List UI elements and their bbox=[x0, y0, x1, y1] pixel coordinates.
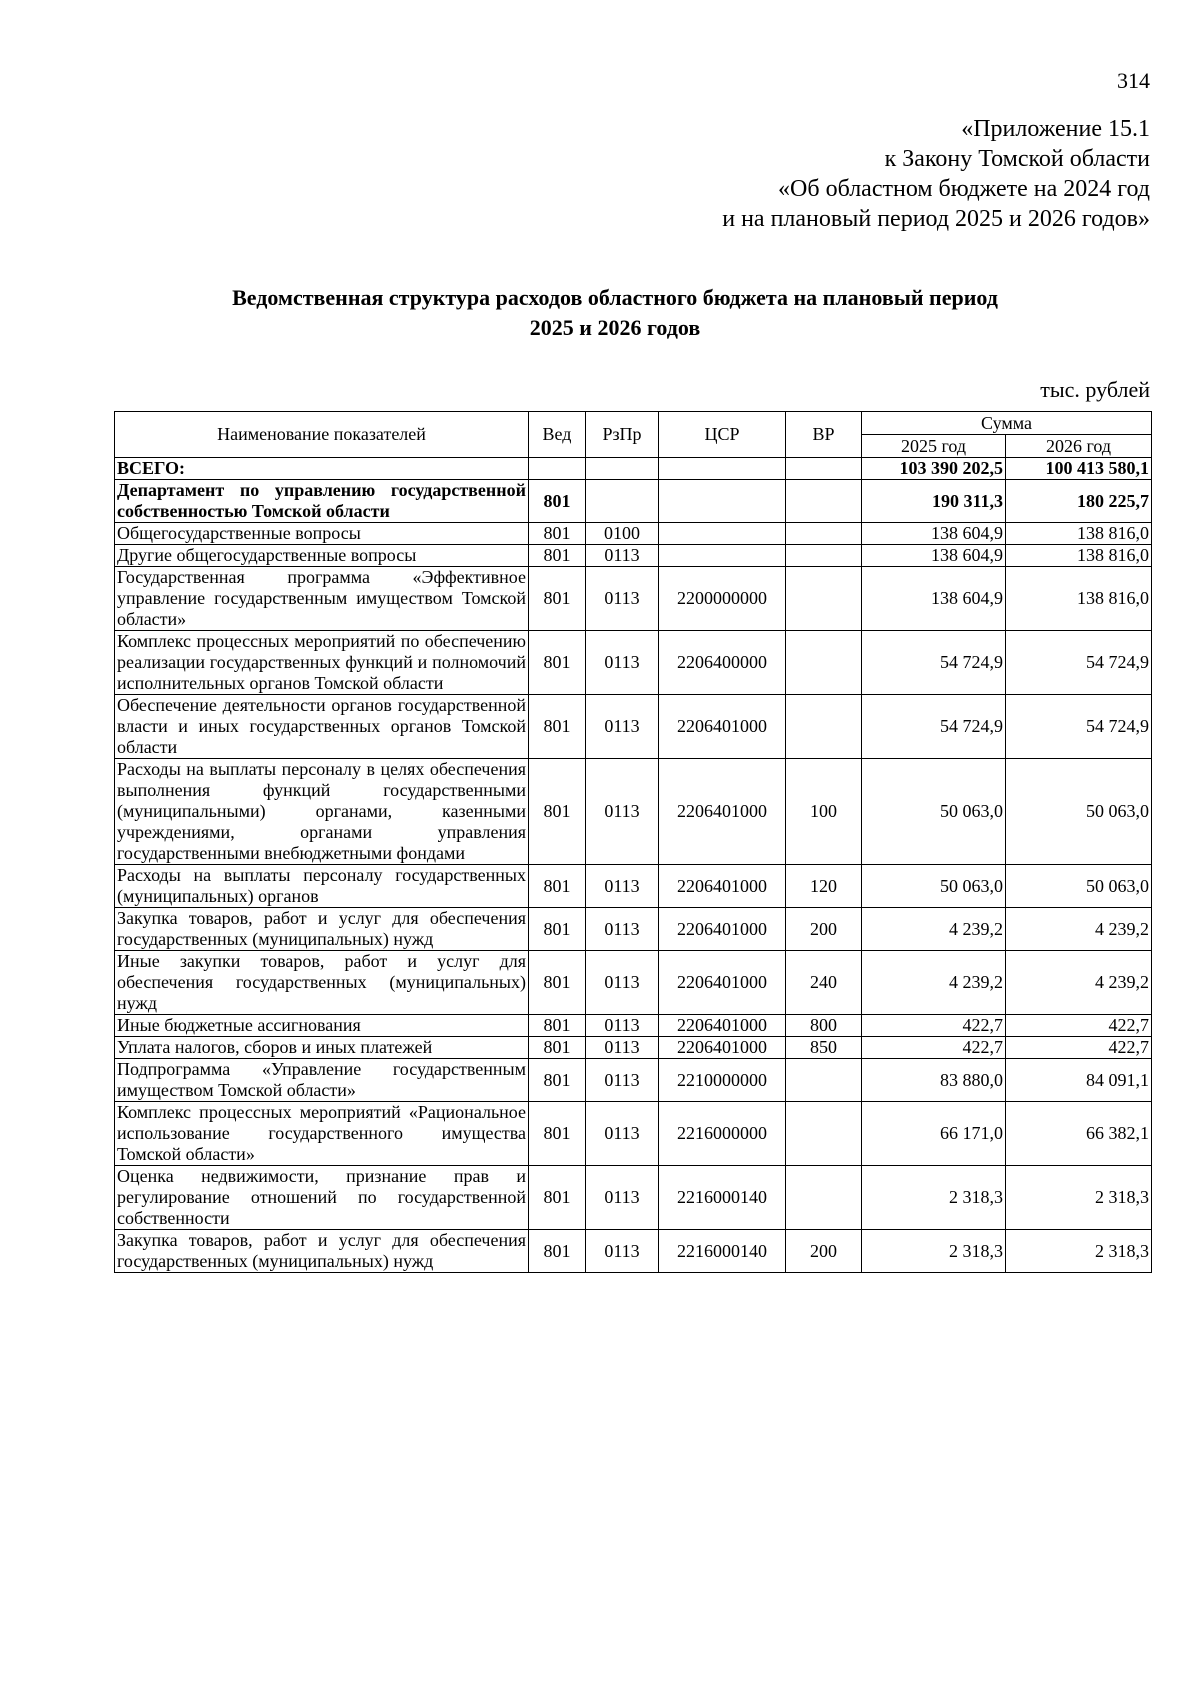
page-number: 314 bbox=[1117, 68, 1150, 93]
row-rzpr: 0113 bbox=[586, 631, 659, 695]
row-csr: 2216000140 bbox=[659, 1230, 786, 1273]
row-2025: 50 063,0 bbox=[862, 759, 1006, 865]
table-row bbox=[115, 1015, 1152, 1037]
table-row bbox=[115, 1230, 1152, 1273]
table-row bbox=[115, 1166, 1152, 1230]
header-ved: Вед bbox=[529, 412, 586, 458]
row-name: Закупка товаров, работ и услуг для обеспечения государственных (муниципальных) нужд bbox=[115, 908, 529, 951]
row-name: Оценка недвижимости, признание прав и регулирование отношений по государственной собственности bbox=[115, 1166, 529, 1230]
row-2026: 422,7 bbox=[1006, 1037, 1152, 1059]
header-sum: Сумма bbox=[862, 412, 1152, 435]
table-row bbox=[115, 1102, 1152, 1166]
row-ved: 801 bbox=[529, 631, 586, 695]
row-csr bbox=[659, 545, 786, 567]
row-ved: 801 bbox=[529, 1230, 586, 1273]
header-csr: ЦСР bbox=[659, 412, 786, 458]
row-rzpr: 0113 bbox=[586, 1059, 659, 1102]
row-vr bbox=[786, 695, 862, 759]
row-rzpr: 0113 bbox=[586, 545, 659, 567]
row-name: Обеспечение деятельности органов государственной власти и иных государственных органов Томской области bbox=[115, 695, 529, 759]
row-vr bbox=[786, 458, 862, 480]
row-name: ВСЕГО: bbox=[115, 458, 529, 480]
row-rzpr bbox=[586, 458, 659, 480]
row-name: Общегосударственные вопросы bbox=[115, 523, 529, 545]
row-2025: 138 604,9 bbox=[862, 545, 1006, 567]
row-2025: 422,7 bbox=[862, 1037, 1006, 1059]
table-row bbox=[115, 695, 1152, 759]
row-ved: 801 bbox=[529, 695, 586, 759]
row-csr: 2210000000 bbox=[659, 1059, 786, 1102]
title-line: 2025 и 2026 годов bbox=[529, 315, 701, 340]
row-csr: 2216000140 bbox=[659, 1166, 786, 1230]
unit-note: тыс. рублей bbox=[1040, 377, 1150, 402]
row-ved: 801 bbox=[529, 908, 586, 951]
row-ved: 801 bbox=[529, 951, 586, 1015]
header-2025: 2025 год bbox=[862, 435, 1006, 458]
row-2025: 50 063,0 bbox=[862, 865, 1006, 908]
row-rzpr: 0113 bbox=[586, 908, 659, 951]
row-vr bbox=[786, 545, 862, 567]
row-ved: 801 bbox=[529, 480, 586, 523]
row-ved: 801 bbox=[529, 523, 586, 545]
row-name: Иные закупки товаров, работ и услуг для обеспечения государственных (муниципальных) нужд bbox=[115, 951, 529, 1015]
table-row bbox=[115, 631, 1152, 695]
appendix-header bbox=[560, 114, 1150, 234]
header-vr: ВР bbox=[786, 412, 862, 458]
table-row bbox=[115, 759, 1152, 865]
row-rzpr: 0113 bbox=[586, 759, 659, 865]
row-2025: 54 724,9 bbox=[862, 631, 1006, 695]
row-2026: 54 724,9 bbox=[1006, 695, 1152, 759]
row-2026: 84 091,1 bbox=[1006, 1059, 1152, 1102]
row-csr bbox=[659, 480, 786, 523]
row-vr: 100 bbox=[786, 759, 862, 865]
row-name: Расходы на выплаты персоналу в целях обеспечения выполнения функций государственными (муниципальными) органами, казенными учреждениями, органами управления государственными внебюджетными фондами bbox=[115, 759, 529, 865]
row-2025: 138 604,9 bbox=[862, 567, 1006, 631]
appendix-line: «Приложение 15.1 bbox=[961, 116, 1150, 142]
row-vr: 240 bbox=[786, 951, 862, 1015]
row-2025: 4 239,2 bbox=[862, 908, 1006, 951]
row-csr: 2200000000 bbox=[659, 567, 786, 631]
row-ved bbox=[529, 458, 586, 480]
header-name: Наименование показателей bbox=[115, 412, 529, 458]
row-rzpr: 0113 bbox=[586, 1102, 659, 1166]
row-rzpr: 0113 bbox=[586, 865, 659, 908]
row-rzpr: 0113 bbox=[586, 1037, 659, 1059]
row-2026: 4 239,2 bbox=[1006, 951, 1152, 1015]
row-name: Иные бюджетные ассигнования bbox=[115, 1015, 529, 1037]
table-row bbox=[115, 865, 1152, 908]
table-row bbox=[115, 951, 1152, 1015]
row-2025: 2 318,3 bbox=[862, 1230, 1006, 1273]
row-name: Подпрограмма «Управление государственным имуществом Томской области» bbox=[115, 1059, 529, 1102]
row-2025: 83 880,0 bbox=[862, 1059, 1006, 1102]
table-row bbox=[115, 545, 1152, 567]
row-name: Комплекс процессных мероприятий «Рациональное использование государственного имущества Томской области» bbox=[115, 1102, 529, 1166]
table-row bbox=[115, 1059, 1152, 1102]
table-row bbox=[115, 567, 1152, 631]
row-2026: 422,7 bbox=[1006, 1015, 1152, 1037]
row-ved: 801 bbox=[529, 1059, 586, 1102]
row-vr bbox=[786, 1102, 862, 1166]
row-rzpr: 0113 bbox=[586, 695, 659, 759]
appendix-line: «Об областном бюджете на 2024 год bbox=[778, 176, 1150, 202]
row-name: Другие общегосударственные вопросы bbox=[115, 545, 529, 567]
row-csr: 2206401000 bbox=[659, 759, 786, 865]
row-2026: 54 724,9 bbox=[1006, 631, 1152, 695]
row-vr bbox=[786, 480, 862, 523]
row-csr: 2206401000 bbox=[659, 1015, 786, 1037]
row-ved: 801 bbox=[529, 759, 586, 865]
row-csr: 2206401000 bbox=[659, 1037, 786, 1059]
document-title bbox=[115, 283, 1115, 343]
row-rzpr: 0113 bbox=[586, 1166, 659, 1230]
header-rzpr: РзПр bbox=[586, 412, 659, 458]
row-csr: 2216000000 bbox=[659, 1102, 786, 1166]
row-2026: 138 816,0 bbox=[1006, 545, 1152, 567]
row-rzpr: 0100 bbox=[586, 523, 659, 545]
row-csr: 2206400000 bbox=[659, 631, 786, 695]
row-2026: 2 318,3 bbox=[1006, 1166, 1152, 1230]
row-vr bbox=[786, 567, 862, 631]
row-2026: 138 816,0 bbox=[1006, 567, 1152, 631]
row-rzpr: 0113 bbox=[586, 1230, 659, 1273]
row-2026: 50 063,0 bbox=[1006, 759, 1152, 865]
row-csr: 2206401000 bbox=[659, 865, 786, 908]
row-name: Департамент по управлению государственной собственностью Томской области bbox=[115, 480, 529, 523]
budget-table bbox=[114, 411, 1152, 1273]
row-vr bbox=[786, 1059, 862, 1102]
row-2025: 54 724,9 bbox=[862, 695, 1006, 759]
row-rzpr bbox=[586, 480, 659, 523]
row-csr: 2206401000 bbox=[659, 908, 786, 951]
row-ved: 801 bbox=[529, 1015, 586, 1037]
appendix-line: к Закону Томской области bbox=[884, 146, 1150, 172]
row-vr: 800 bbox=[786, 1015, 862, 1037]
row-2026: 50 063,0 bbox=[1006, 865, 1152, 908]
row-2025: 422,7 bbox=[862, 1015, 1006, 1037]
row-2026: 2 318,3 bbox=[1006, 1230, 1152, 1273]
row-rzpr: 0113 bbox=[586, 1015, 659, 1037]
row-vr bbox=[786, 523, 862, 545]
row-2025: 138 604,9 bbox=[862, 523, 1006, 545]
title-line: Ведомственная структура расходов областного бюджета на плановый период bbox=[232, 285, 998, 310]
row-2026: 66 382,1 bbox=[1006, 1102, 1152, 1166]
appendix-line: и на плановый период 2025 и 2026 годов» bbox=[722, 206, 1150, 232]
row-rzpr: 0113 bbox=[586, 951, 659, 1015]
table-row bbox=[115, 523, 1152, 545]
row-vr: 200 bbox=[786, 908, 862, 951]
row-2026: 100 413 580,1 bbox=[1006, 458, 1152, 480]
row-2026: 180 225,7 bbox=[1006, 480, 1152, 523]
row-ved: 801 bbox=[529, 545, 586, 567]
row-ved: 801 bbox=[529, 865, 586, 908]
row-ved: 801 bbox=[529, 1102, 586, 1166]
row-csr: 2206401000 bbox=[659, 695, 786, 759]
row-name: Государственная программа «Эффективное управление государственным имуществом Томской области» bbox=[115, 567, 529, 631]
row-csr bbox=[659, 458, 786, 480]
row-ved: 801 bbox=[529, 1166, 586, 1230]
row-ved: 801 bbox=[529, 1037, 586, 1059]
row-name: Расходы на выплаты персоналу государственных (муниципальных) органов bbox=[115, 865, 529, 908]
row-csr: 2206401000 bbox=[659, 951, 786, 1015]
row-2025: 2 318,3 bbox=[862, 1166, 1006, 1230]
row-csr bbox=[659, 523, 786, 545]
row-vr: 120 bbox=[786, 865, 862, 908]
table-row bbox=[115, 908, 1152, 951]
row-vr: 850 bbox=[786, 1037, 862, 1059]
row-2026: 4 239,2 bbox=[1006, 908, 1152, 951]
row-rzpr: 0113 bbox=[586, 567, 659, 631]
table-row bbox=[115, 480, 1152, 523]
row-vr bbox=[786, 1166, 862, 1230]
row-ved: 801 bbox=[529, 567, 586, 631]
row-2025: 4 239,2 bbox=[862, 951, 1006, 1015]
row-vr bbox=[786, 631, 862, 695]
row-vr: 200 bbox=[786, 1230, 862, 1273]
row-2025: 66 171,0 bbox=[862, 1102, 1006, 1166]
row-name: Комплекс процессных мероприятий по обеспечению реализации государственных функций и полномочий исполнительных органов Томской области bbox=[115, 631, 529, 695]
row-2025: 190 311,3 bbox=[862, 480, 1006, 523]
row-name: Закупка товаров, работ и услуг для обеспечения государственных (муниципальных) нужд bbox=[115, 1230, 529, 1273]
row-name: Уплата налогов, сборов и иных платежей bbox=[115, 1037, 529, 1059]
table-row bbox=[115, 1037, 1152, 1059]
row-2026: 138 816,0 bbox=[1006, 523, 1152, 545]
header-2026: 2026 год bbox=[1006, 435, 1152, 458]
row-2025: 103 390 202,5 bbox=[862, 458, 1006, 480]
table-row bbox=[115, 458, 1152, 480]
